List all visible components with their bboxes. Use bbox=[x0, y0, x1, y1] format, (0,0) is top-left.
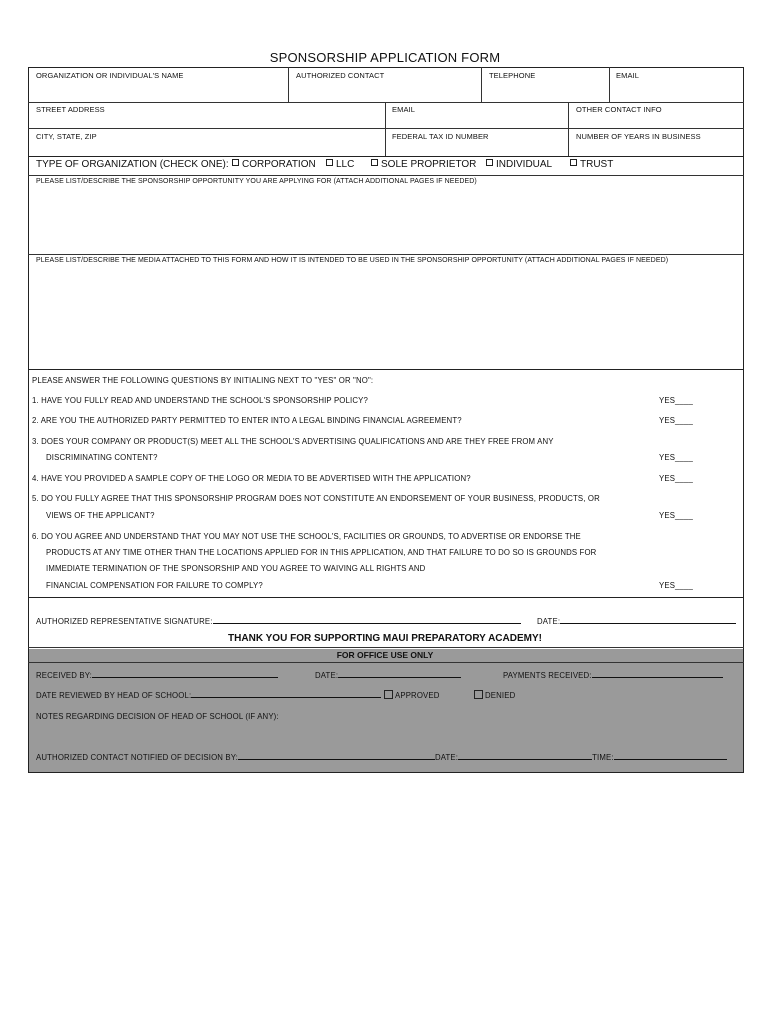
divider bbox=[28, 102, 744, 103]
question-3: 3. DOES YOUR COMPANY OR PRODUCT(S) MEET ALL THE SCHOOL'S ADVERTISING QUALIFICATIONS AND ARE THEY FREE FROM ANY bbox=[32, 437, 554, 446]
checkbox-denied[interactable] bbox=[474, 690, 515, 700]
notified-time-line[interactable] bbox=[614, 759, 727, 760]
divider bbox=[28, 647, 744, 648]
divider bbox=[385, 102, 386, 156]
divider bbox=[28, 597, 744, 598]
received-by-label: RECEIVED BY: bbox=[36, 671, 92, 680]
checkbox-corporation[interactable] bbox=[232, 159, 316, 170]
divider bbox=[609, 67, 610, 102]
notified-date-label: DATE: bbox=[434, 753, 459, 762]
checkbox-icon bbox=[371, 159, 378, 166]
question-4: 4. HAVE YOU PROVIDED A SAMPLE COPY OF THE LOGO OR MEDIA TO BE ADVERTISED WITH THE APPLICATION? bbox=[32, 474, 471, 483]
notified-time-label: TIME: bbox=[592, 753, 614, 762]
questions-intro: PLEASE ANSWER THE FOLLOWING QUESTIONS BY INITIALING NEXT TO "YES" OR "NO": bbox=[32, 376, 374, 385]
signature-date-row bbox=[537, 617, 736, 626]
divider bbox=[28, 662, 744, 663]
question-6: 6. DO YOU AGREE AND UNDERSTAND THAT YOU MAY NOT USE THE SCHOOL'S, FACILITIES OR GROUNDS, TO ADVERTISE OR ENDORSE THE bbox=[32, 532, 581, 541]
checkbox-icon bbox=[326, 159, 333, 166]
checkbox-trust[interactable] bbox=[570, 159, 613, 170]
yes-initial-2[interactable]: YES____ bbox=[659, 416, 693, 425]
payments-label: PAYMENTS RECEIVED: bbox=[503, 671, 592, 680]
checkbox-icon bbox=[232, 159, 239, 166]
checkbox-icon bbox=[570, 159, 577, 166]
signature-date-line[interactable] bbox=[560, 623, 736, 624]
office-date-line[interactable] bbox=[338, 677, 461, 678]
reviewed-label: DATE REVIEWED BY HEAD OF SCHOOL: bbox=[36, 691, 192, 700]
checkbox-icon bbox=[384, 690, 393, 699]
office-heading: FOR OFFICE USE ONLY bbox=[336, 650, 434, 660]
divider bbox=[288, 67, 289, 102]
option-label: CORPORATION bbox=[242, 159, 316, 170]
org-name-field[interactable]: ORGANIZATION OR INDIVIDUAL'S NAME bbox=[36, 71, 184, 80]
divider bbox=[28, 369, 744, 370]
notified-date-line[interactable] bbox=[458, 759, 592, 760]
notes-label[interactable]: NOTES REGARDING DECISION OF HEAD OF SCHOOL (IF ANY): bbox=[36, 712, 279, 721]
office-date-row bbox=[315, 671, 461, 680]
divider bbox=[28, 128, 744, 129]
reviewed-row bbox=[36, 691, 381, 700]
question-6-cont-2: IMMEDIATE TERMINATION OF THE SPONSORSHIP AND YOU AGREE TO WAIVING ALL RIGHTS AND bbox=[46, 564, 426, 573]
question-1: 1. HAVE YOU FULLY READ AND UNDERSTAND THE SCHOOL'S SPONSORSHIP POLICY? bbox=[32, 396, 368, 405]
received-by-line[interactable] bbox=[92, 677, 278, 678]
years-in-business-field[interactable]: NUMBER OF YEARS IN BUSINESS bbox=[576, 132, 701, 141]
email-field-2[interactable]: EMAIL bbox=[392, 105, 416, 114]
yes-initial-1[interactable]: YES____ bbox=[659, 396, 693, 405]
signature-row bbox=[36, 617, 521, 626]
divider bbox=[568, 102, 569, 156]
checkbox-icon bbox=[486, 159, 493, 166]
street-address-field[interactable]: STREET ADDRESS bbox=[36, 105, 105, 114]
tax-id-field[interactable]: FEDERAL TAX ID NUMBER bbox=[392, 132, 489, 141]
divider bbox=[28, 254, 744, 255]
notified-row bbox=[36, 753, 727, 762]
divider bbox=[481, 67, 482, 102]
denied-label: DENIED bbox=[485, 691, 516, 700]
payments-row bbox=[503, 671, 723, 680]
question-5-cont: VIEWS OF THE APPLICANT? bbox=[46, 511, 155, 520]
city-state-zip-field[interactable]: CITY, STATE, ZIP bbox=[36, 132, 97, 141]
telephone-field[interactable]: TELEPHONE bbox=[489, 71, 536, 80]
reviewed-line[interactable] bbox=[191, 697, 381, 698]
yes-initial-3[interactable]: YES____ bbox=[659, 453, 693, 462]
option-label: INDIVIDUAL bbox=[496, 159, 553, 170]
form-title: SPONSORSHIP APPLICATION FORM bbox=[269, 50, 501, 65]
option-label: TRUST bbox=[580, 159, 614, 170]
other-contact-field[interactable]: OTHER CONTACT INFO bbox=[576, 105, 662, 114]
yes-initial-5[interactable]: YES____ bbox=[659, 511, 693, 520]
checkbox-llc[interactable] bbox=[326, 159, 354, 170]
question-6-cont-3: FINANCIAL COMPENSATION FOR FAILURE TO COMPLY? bbox=[46, 581, 263, 590]
approved-label: APPROVED bbox=[395, 691, 440, 700]
option-label: LLC bbox=[336, 159, 355, 170]
signature-date-label: DATE: bbox=[537, 617, 561, 626]
yes-initial-4[interactable]: YES____ bbox=[659, 474, 693, 483]
media-field[interactable]: PLEASE LIST/DESCRIBE THE MEDIA ATTACHED TO THIS FORM AND HOW IT IS INTENDED TO BE USED IN THE SPONSORSHIP OPPORTUNITY (ATTACH ADDITIONAL PAGES IF NEEDED) bbox=[36, 257, 669, 264]
question-3-cont: DISCRIMINATING CONTENT? bbox=[46, 453, 158, 462]
divider bbox=[28, 156, 744, 157]
office-date-label: DATE: bbox=[315, 671, 339, 680]
received-by-row bbox=[36, 671, 278, 680]
checkbox-approved[interactable] bbox=[384, 690, 440, 700]
authorized-contact-field[interactable]: AUTHORIZED CONTACT bbox=[296, 71, 385, 80]
email-field[interactable]: EMAIL bbox=[616, 71, 640, 80]
payments-line[interactable] bbox=[592, 677, 723, 678]
question-5: 5. DO YOU FULLY AGREE THAT THIS SPONSORSHIP PROGRAM DOES NOT CONSTITUTE AN ENDORSEMENT OF YOUR BUSINESS, PRODUCTS, OR bbox=[32, 494, 600, 503]
question-2: 2. ARE YOU THE AUTHORIZED PARTY PERMITTED TO ENTER INTO A LEGAL BINDING FINANCIAL AGREEMENT? bbox=[32, 416, 462, 425]
thank-you-message: THANK YOU FOR SUPPORTING MAUI PREPARATORY ACADEMY! bbox=[228, 633, 542, 644]
checkbox-icon bbox=[474, 690, 483, 699]
signature-line[interactable] bbox=[213, 623, 521, 624]
checkbox-individual[interactable] bbox=[486, 159, 552, 170]
checkbox-sole-proprietor[interactable] bbox=[371, 159, 476, 170]
option-label: SOLE PROPRIETOR bbox=[381, 159, 477, 170]
opportunity-field[interactable]: PLEASE LIST/DESCRIBE THE SPONSORSHIP OPPORTUNITY YOU ARE APPLYING FOR (ATTACH ADDITIONAL PAGES IF NEEDED) bbox=[36, 178, 477, 185]
notified-line[interactable] bbox=[238, 759, 435, 760]
signature-label: AUTHORIZED REPRESENTATIVE SIGNATURE: bbox=[36, 617, 213, 626]
divider bbox=[28, 175, 744, 176]
question-6-cont-1: PRODUCTS AT ANY TIME OTHER THAN THE LOCATIONS APPLIED FOR IN THIS APPLICATION, AND THAT FAILURE TO DO SO IS GROUNDS FOR bbox=[46, 548, 597, 557]
yes-initial-6[interactable]: YES____ bbox=[659, 581, 693, 590]
org-type-label: TYPE OF ORGANIZATION (CHECK ONE): bbox=[36, 159, 229, 170]
notified-label: AUTHORIZED CONTACT NOTIFIED OF DECISION BY: bbox=[36, 753, 238, 762]
